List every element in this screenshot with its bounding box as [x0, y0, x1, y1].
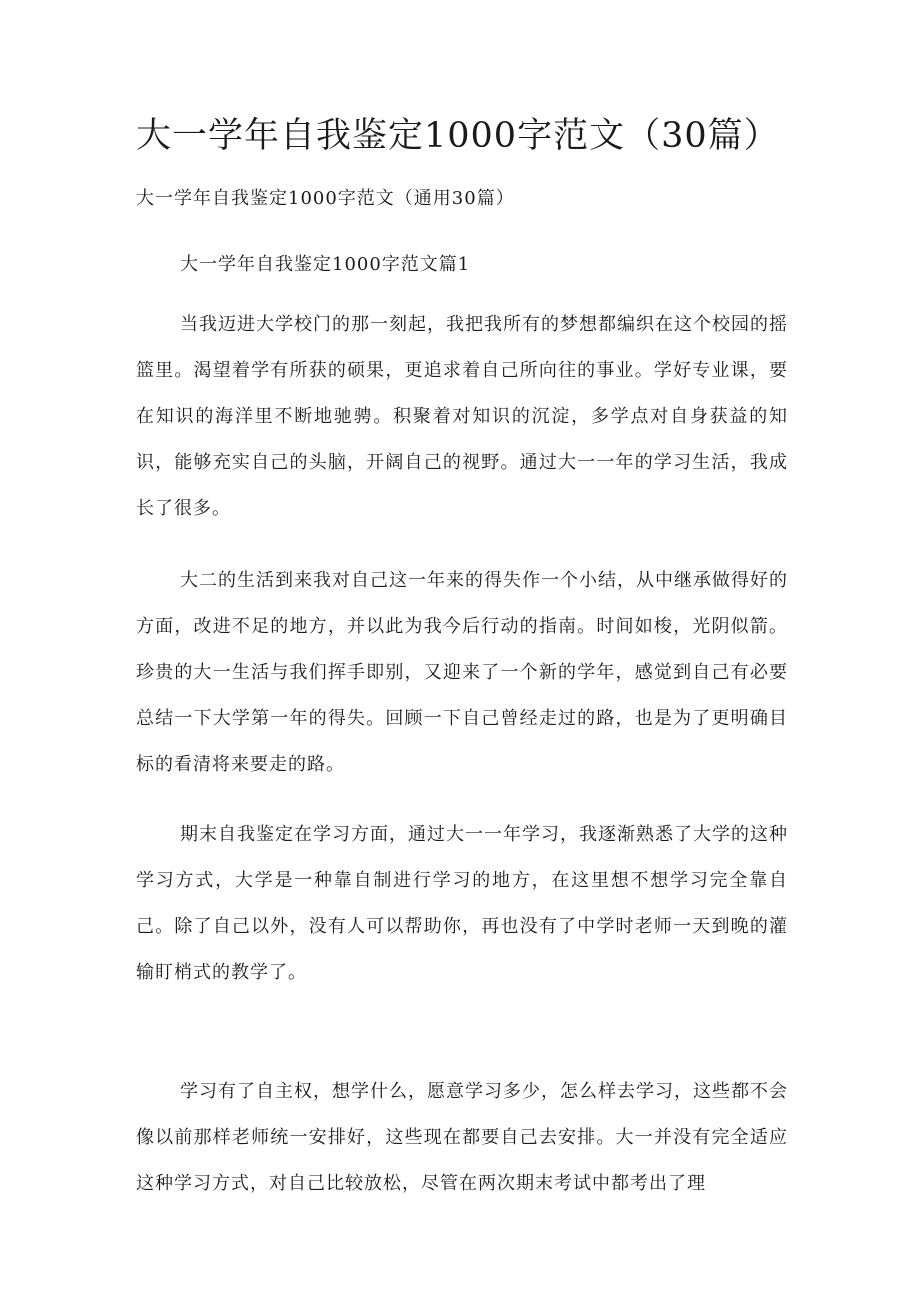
document-title: 大一学年自我鉴定1000字范文（30篇） — [136, 116, 780, 156]
body-paragraph: 当我迈进大学校门的那一刻起，我把我所有的梦想都编织在这个校园的摇篮里。渴望着学有所获的硕果，更追求着自己所向往的事业。学好专业课，要在知识的海洋里不断地驰骋。积聚着对知识的沉淀，多学点对自身获益的知识，能够充实自己的头脑，开阔自己的视野。通过大一一年的学习生活，我成长了很多。 — [136, 314, 788, 519]
document-subtitle: 大一学年自我鉴定1000字范文（通用30篇） — [136, 188, 515, 209]
body-paragraph: 大二的生活到来我对自己这一年来的得失作一个小结，从中继承做得好的方面，改进不足的地方，并以此为我今后行动的指南。时间如梭，光阴似箭。珍贵的大一生活与我们挥手即别，又迎来了一个新的学年，感觉到自己有必要总结一下大学第一年的得失。回顾一下自己曾经走过的路，也是为了更明确目标的看清将来要走的路。 — [136, 570, 788, 775]
body-paragraph: 期末自我鉴定在学习方面，通过大一一年学习，我逐渐熟悉了大学的这种学习方式，大学是一种靠自制进行学习的地方，在这里想不想学习完全靠自己。除了自己以外，没有人可以帮助你，再也没有了中学时老师一天到晚的灌输盯梢式的教学了。 — [136, 824, 788, 983]
body-paragraph: 学习有了自主权，想学什么，愿意学习多少，怎么样去学习，这些都不会像以前那样老师统一安排好，这些现在都要自己去安排。大一并没有完全适应这种学习方式，对自己比较放松，尽管在两次期末考试中都考出了理 — [136, 1081, 788, 1194]
section-heading: 大一学年自我鉴定1000字范文篇1 — [180, 254, 471, 275]
